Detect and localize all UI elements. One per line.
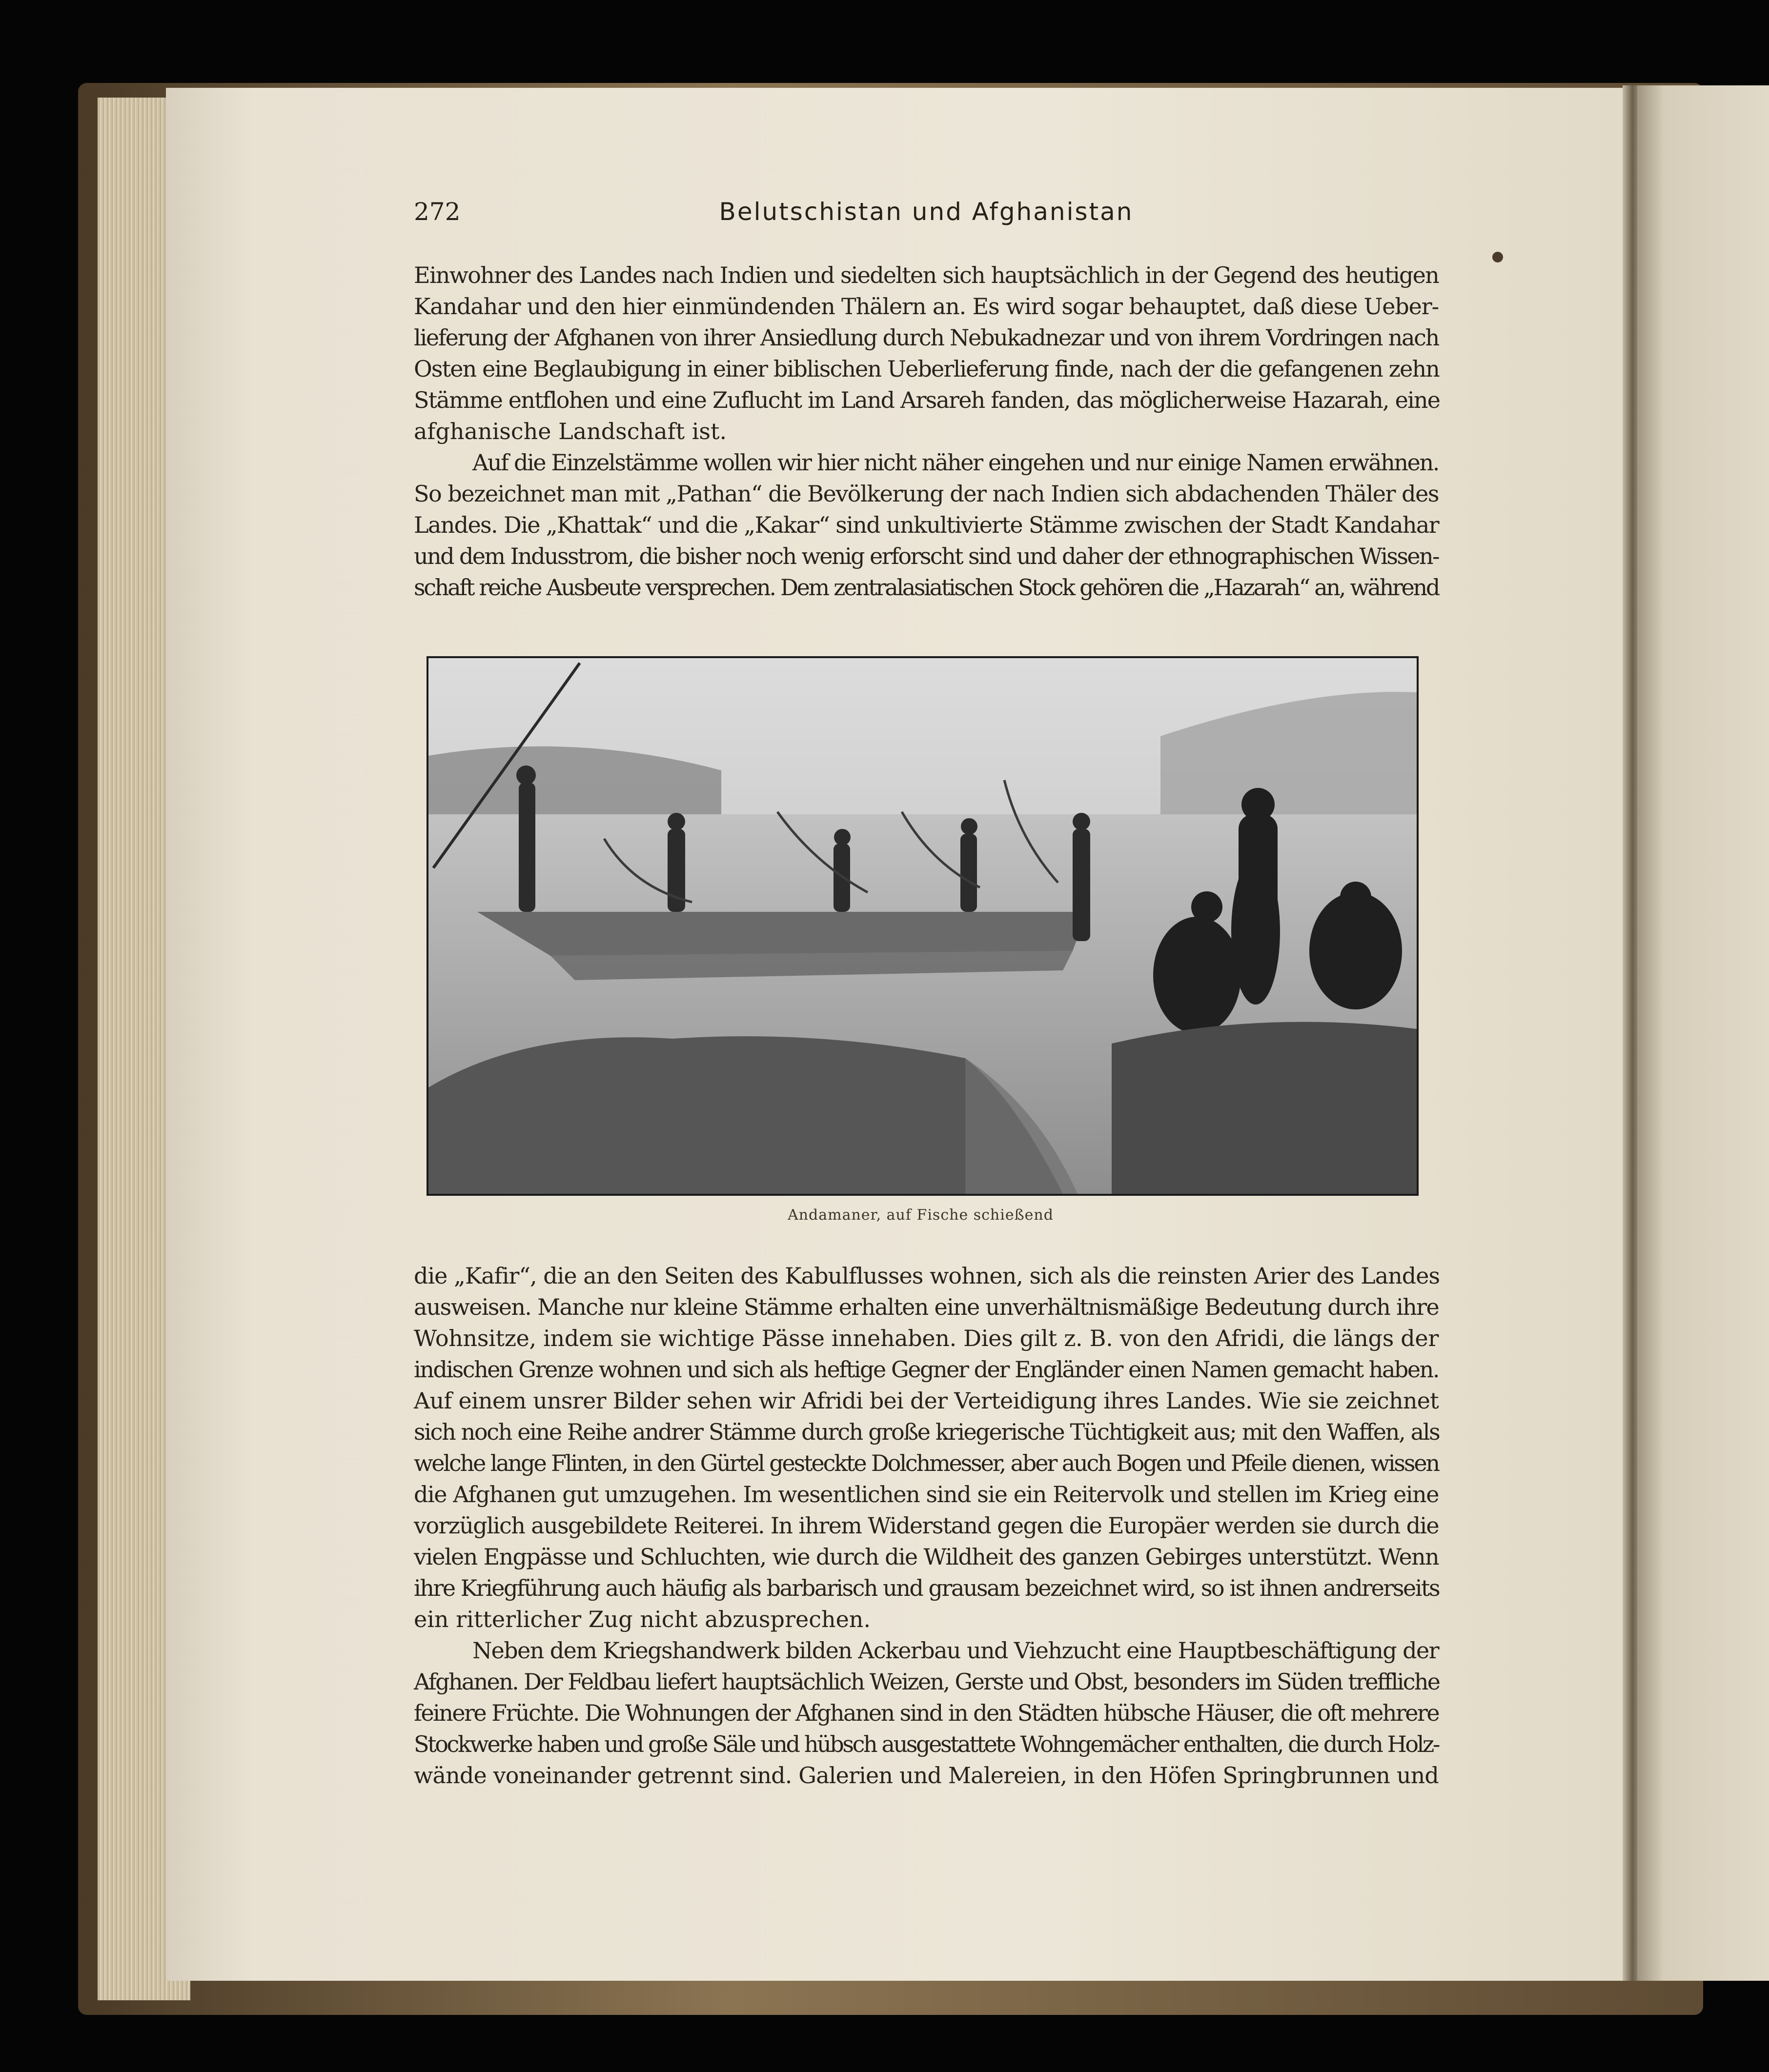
text-line: lieferung der Afghanen von ihrer Ansiedlung durch Nebukadnezar und von ihrem Vordringen nach bbox=[414, 324, 1439, 351]
paragraph-3 bbox=[414, 1260, 1439, 1635]
text-line: Kandahar und den hier einmündenden Thälern an. Es wird sogar behauptet, daß diese Ueber- bbox=[414, 293, 1439, 320]
text-line: Wohnsitze, indem sie wichtige Pässe innehaben. Dies gilt z. B. von den Afridi, die längs der bbox=[414, 1325, 1439, 1351]
text-line: Auf die Einzelstämme wollen wir hier nicht näher eingehen und nur einige Namen erwähnen. bbox=[472, 449, 1439, 476]
text-line: So bezeichnet man mit „Pathan“ die Bevölkerung der nach Indien sich abdachenden Thäler des bbox=[414, 481, 1439, 507]
text-line: Osten eine Beglaubigung in einer biblischen Ueberlieferung finde, nach der die gefangenen zehn bbox=[414, 356, 1440, 382]
text-line: und dem Indusstrom, die bisher noch wenig erforscht sind und daher der ethnographischen Wissen- bbox=[414, 543, 1439, 569]
figure-caption: Andamaner, auf Fische schießend bbox=[788, 1207, 1054, 1224]
page-header bbox=[414, 198, 1439, 232]
text-line: indischen Grenze wohnen und sich als heftige Gegner der Engländer einen Namen gemacht haben. bbox=[414, 1356, 1439, 1383]
text-line: welche lange Flinten, in den Gürtel gesteckte Dolchmesser, aber auch Bogen und Pfeile dienen, wissen bbox=[414, 1450, 1439, 1476]
facing-page bbox=[1637, 85, 1769, 1981]
text-line: feinere Früchte. Die Wohnungen der Afghanen sind in den Städten hübsche Häuser, die oft mehrere bbox=[414, 1700, 1439, 1726]
text-line: sich noch eine Reihe andrer Stämme durch große kriegerische Tüchtigkeit aus; mit den Waffen, als bbox=[414, 1419, 1440, 1445]
running-title: Belutschistan und Afghanistan bbox=[719, 198, 1134, 226]
paragraph-1 bbox=[414, 260, 1439, 447]
text-line: ausweisen. Manche nur kleine Stämme erhalten eine unverhältnismäßige Bedeutung durch ihre bbox=[414, 1294, 1439, 1320]
text-line: die Afghanen gut umzugehen. Im wesentlichen sind sie ein Reitervolk und stellen im Krieg eine bbox=[414, 1481, 1439, 1508]
text-line: schaft reiche Ausbeute versprechen. Dem zentralasiatischen Stock gehören die „Hazarah“ an, während bbox=[414, 574, 1439, 601]
photo-figure bbox=[427, 656, 1419, 1196]
text-line: wände voneinander getrennt sind. Galerien und Malereien, in den Höfen Springbrunnen und bbox=[414, 1762, 1439, 1789]
text-line: Auf einem unsrer Bilder sehen wir Afridi bei der Verteidigung ihres Landes. Wie sie zeichnet bbox=[414, 1388, 1439, 1414]
text-line: ihre Kriegführung auch häufig als barbarisch und grausam bezeichnet wird, so ist ihnen andrerseits bbox=[414, 1575, 1440, 1601]
text-block-bottom bbox=[414, 1260, 1439, 1791]
page-number: 272 bbox=[414, 198, 461, 226]
text-line: afghanische Landschaft ist. bbox=[414, 418, 727, 444]
text-line: vielen Engpässe und Schluchten, wie durch die Wildheit des ganzen Gebirges unterstützt. Wenn bbox=[414, 1544, 1439, 1570]
text-line: Stämme entflohen und eine Zuflucht im Land Arsareh fanden, das möglicherweise Hazarah, eine bbox=[414, 387, 1440, 413]
text-line: die „Kafir“, die an den Seiten des Kabulflusses wohnen, sich als die reinsten Arier des Landes bbox=[414, 1263, 1440, 1289]
photo-illustration bbox=[428, 658, 1417, 1194]
paragraph-2 bbox=[414, 447, 1439, 603]
text-line: vorzüglich ausgebildete Reiterei. In ihrem Widerstand gegen die Europäer werden sie durch die bbox=[414, 1512, 1439, 1539]
text-line: ein ritterlicher Zug nicht abzusprechen. bbox=[414, 1606, 871, 1632]
text-line: Neben dem Kriegshandwerk bilden Ackerbau und Viehzucht eine Hauptbeschäftigung der bbox=[472, 1637, 1439, 1664]
text-line: Afghanen. Der Feldbau liefert hauptsächlich Weizen, Gerste und Obst, besonders im Süden treffliche bbox=[414, 1669, 1440, 1695]
text-line: Landes. Die „Khattak“ und die „Kakar“ sind unkultivierte Stämme zwischen der Stadt Kandahar bbox=[414, 512, 1439, 538]
text-block-top bbox=[414, 260, 1439, 603]
text-line: Einwohner des Landes nach Indien und siedelten sich hauptsächlich in der Gegend des heutigen bbox=[414, 262, 1439, 288]
text-line: Stockwerke haben und große Säle und hübsch ausgestattete Wohngemächer enthalten, die durch Holz- bbox=[414, 1731, 1439, 1757]
paragraph-4 bbox=[414, 1635, 1439, 1791]
ink-spot bbox=[1492, 252, 1503, 262]
